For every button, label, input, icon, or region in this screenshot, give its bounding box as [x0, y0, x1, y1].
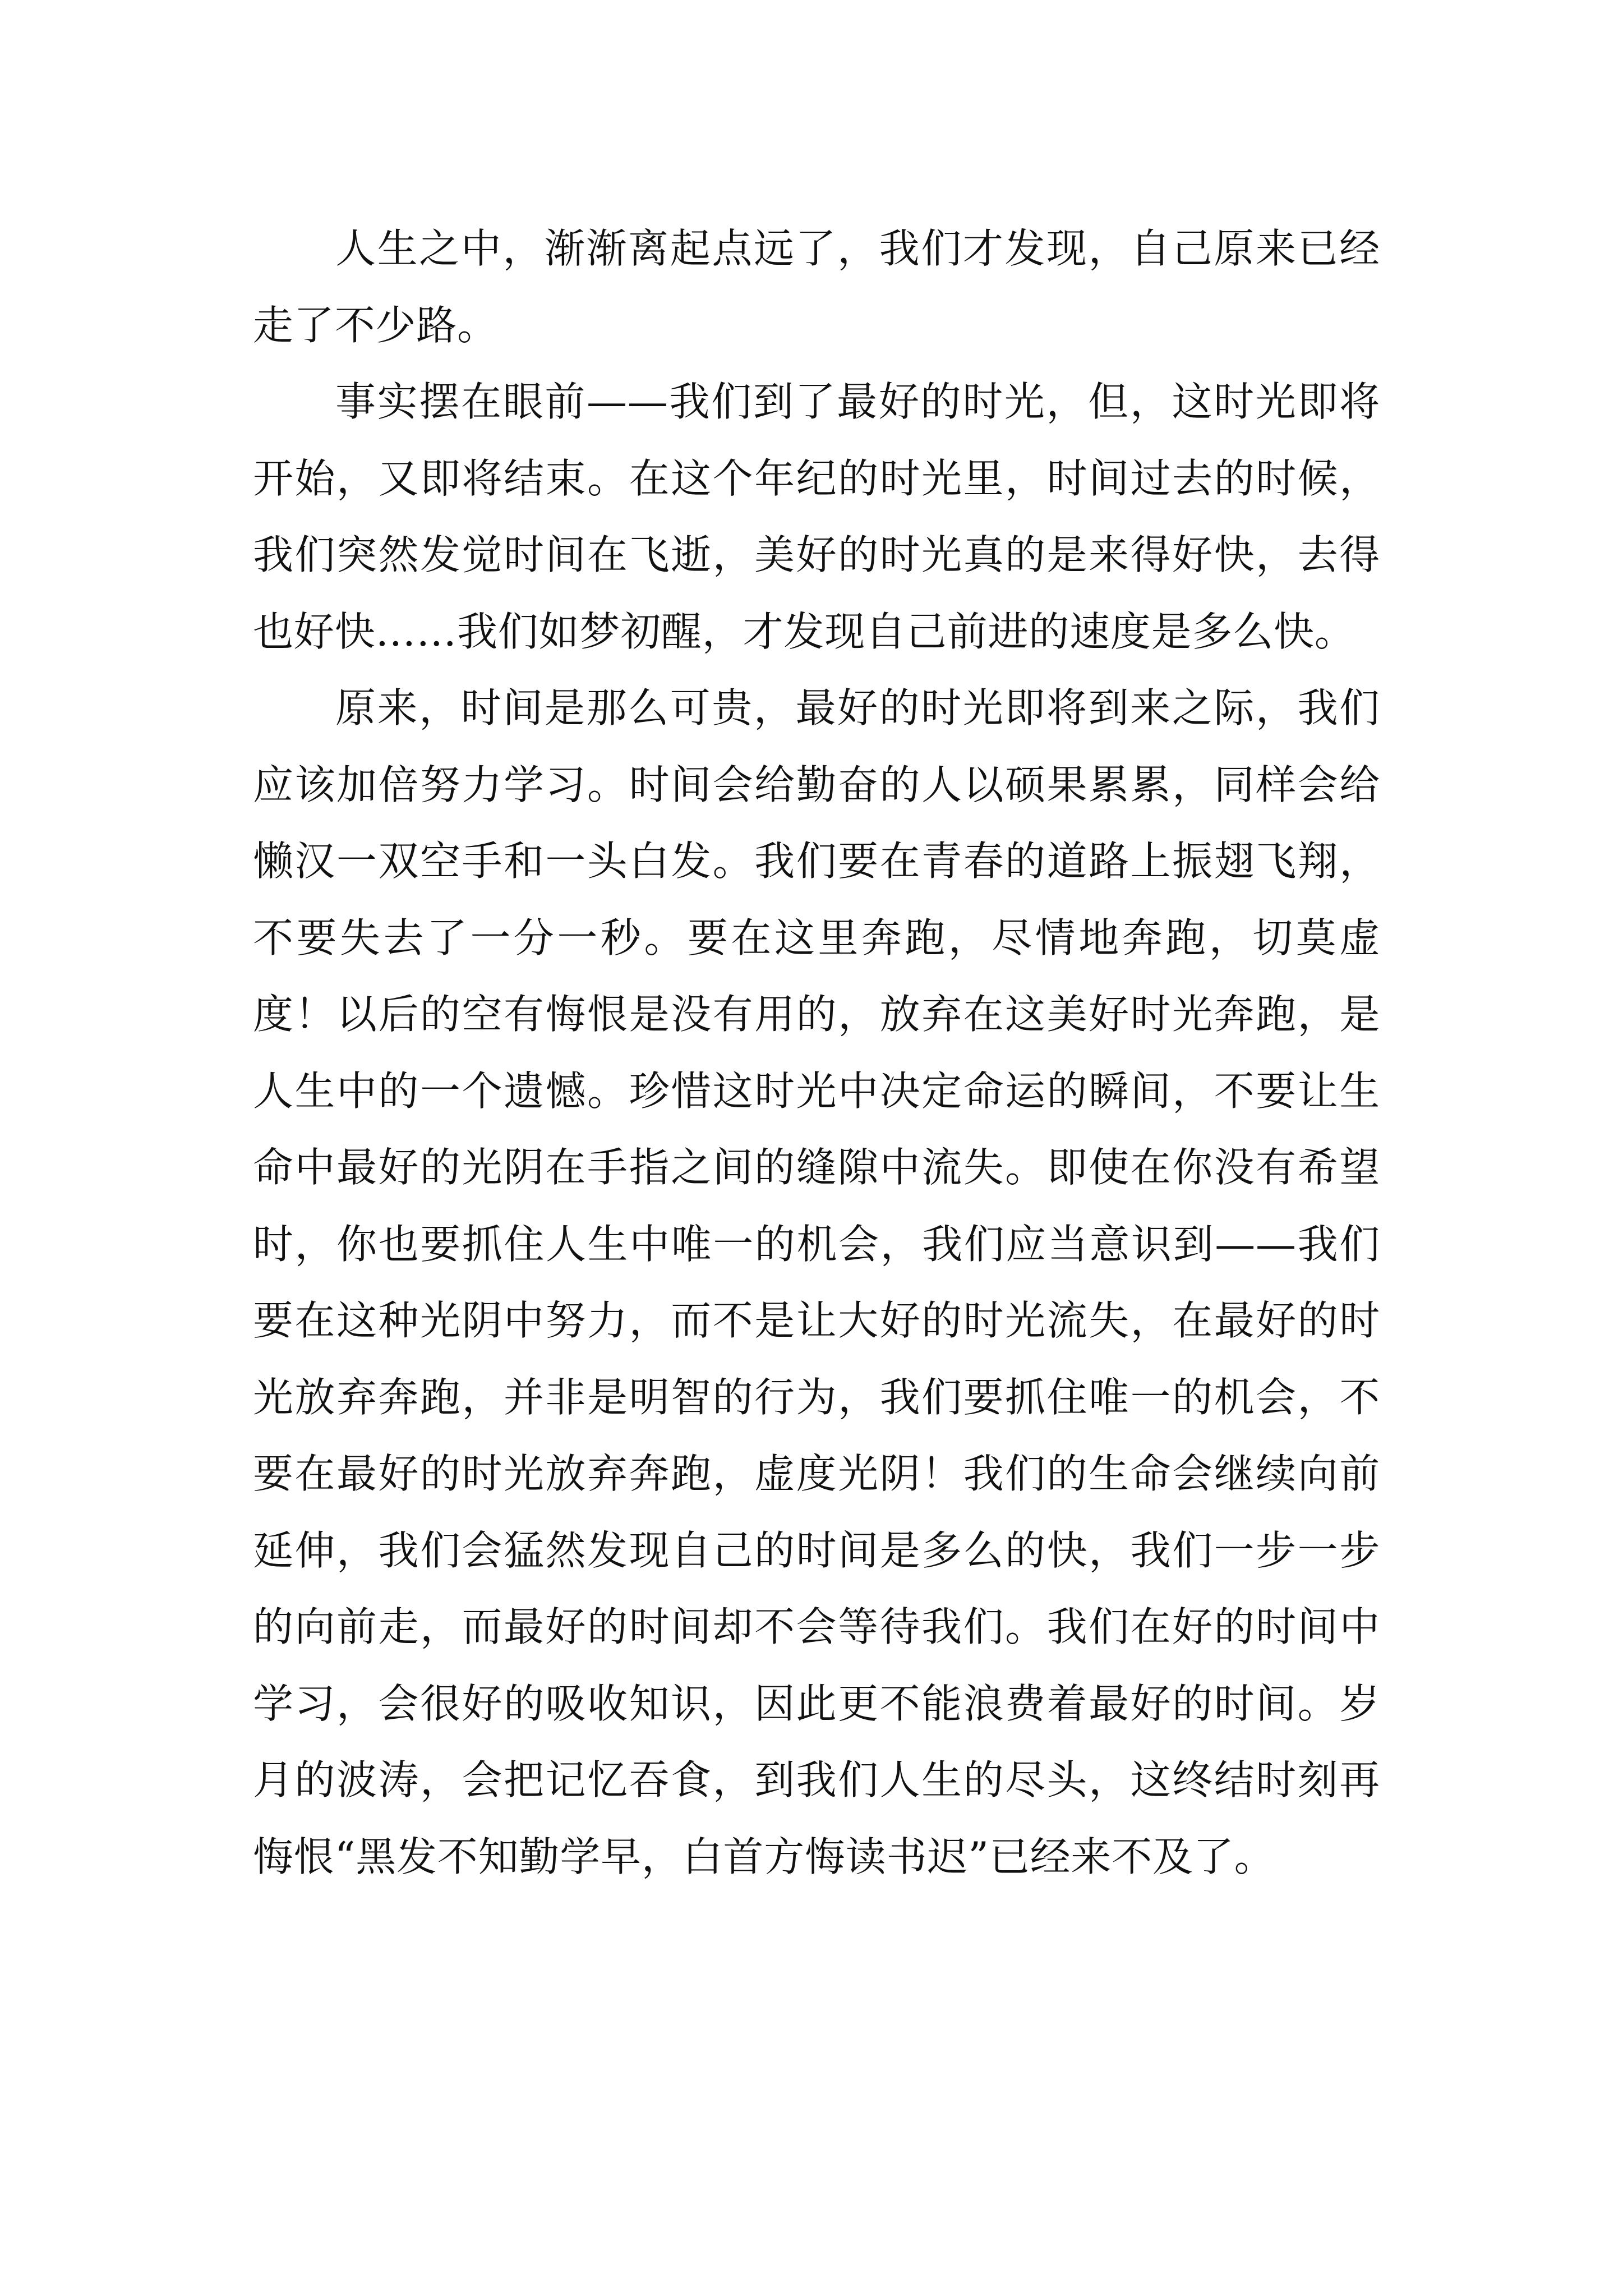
paragraph-2: 事实摆在眼前——我们到了最好的时光，但，这时光即将开始，又即将结束。在这个年纪的时光里，时间过去的时候，我们突然发觉时间在飞逝，美好的时光真的是来得好快，去得也好快……我们如梦初醒，才发现自己前进的速度是多么快。 — [253, 378, 1380, 655]
paragraph-1: 人生之中，渐渐离起点远了，我们才发现，自己原来已经走了不少路。 — [253, 225, 1380, 349]
paragraph-3: 原来，时间是那么可贵，最好的时光即将到来之际，我们应该加倍努力学习。时间会给勤奋的人以硕果累累，同样会给懒汉一双空手和一头白发。我们要在青春的道路上振翅飞翔，不要失去了一分一秒。要在这里奔跑，尽情地奔跑，切莫虚度！以后的空有悔恨是没有用的，放弃在这美好时光奔跑，是人生中的一个遗憾。珍惜这时光中决定命运的瞬间，不要让生命中最好的光阴在手指之间的缝隙中流失。即使在你没有希望时，你也要抓住人生中唯一的机会，我们应当意识到——我们要在这种光阴中努力，而不是让大好的时光流失，在最好的时光放弃奔跑，并非是明智的行为，我们要抓住唯一的机会，不要在最好的时光放弃奔跑，虚度光阴！我们的生命会继续向前延伸，我们会猛然发现自己的时间是多么的快，我们一步一步的向前走，而最好的时间却不会等待我们。我们在好的时间中学习，会很好的吸收知识，因此更不能浪费着最好的时间。岁月的波涛，会把记忆吞食，到我们人生的尽头，这终结时刻再悔恨“黑发不知勤学早，白首方悔读书迟”已经来不及了。 — [253, 684, 1380, 1880]
document-body — [253, 210, 1380, 1895]
